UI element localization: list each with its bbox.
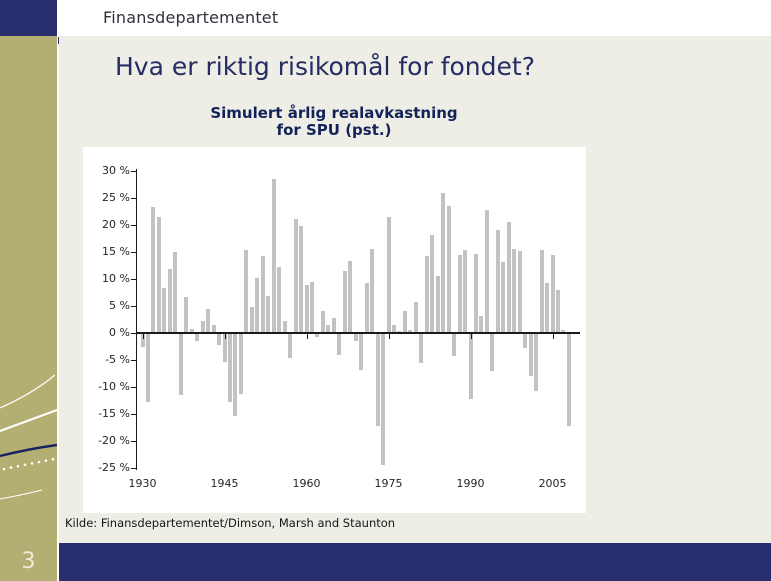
- y-axis-label: -5 %: [105, 353, 130, 366]
- bar: [540, 250, 544, 333]
- bar-chart: [83, 147, 586, 513]
- bar: [425, 256, 429, 333]
- y-axis-label: 15 %: [102, 245, 130, 258]
- bar: [359, 333, 363, 370]
- y-axis-tick: [131, 252, 136, 253]
- y-axis-tick: [131, 306, 136, 307]
- chart-title: [139, 105, 529, 139]
- y-axis-label: 20 %: [102, 218, 130, 231]
- bar: [239, 333, 243, 394]
- bar: [266, 296, 270, 333]
- bar: [376, 333, 380, 426]
- bar: [534, 333, 538, 391]
- bar: [250, 307, 254, 333]
- x-axis-tick: [225, 334, 226, 339]
- bar: [387, 217, 391, 333]
- y-axis-label: 25 %: [102, 191, 130, 204]
- bar: [255, 278, 259, 333]
- y-axis-line: [136, 169, 137, 470]
- x-axis-label: 1975: [374, 477, 403, 490]
- y-axis-tick: [131, 198, 136, 199]
- bar: [430, 235, 434, 333]
- sidebar: [0, 36, 57, 581]
- bar: [343, 271, 347, 333]
- bar: [332, 318, 336, 333]
- y-axis-tick: [131, 279, 136, 280]
- bar: [244, 250, 248, 333]
- y-axis-tick: [131, 171, 136, 172]
- bar: [441, 193, 445, 333]
- y-axis-tick: [131, 225, 136, 226]
- bar: [414, 302, 418, 333]
- bar: [436, 276, 440, 333]
- bar: [157, 217, 161, 333]
- bar: [261, 256, 265, 333]
- bar: [184, 297, 188, 333]
- bar: [507, 222, 511, 333]
- bar: [490, 333, 494, 371]
- slide-title: Hva er riktig risikomål for fondet?: [115, 52, 535, 81]
- department-name: Finansdepartementet: [103, 8, 279, 27]
- bar: [228, 333, 232, 402]
- bar: [452, 333, 456, 356]
- chart-title-line2: for SPU (pst.): [276, 121, 392, 139]
- bar: [556, 290, 560, 333]
- y-axis-label: -25 %: [98, 461, 130, 474]
- bar: [474, 254, 478, 333]
- y-axis-label: 5 %: [109, 299, 130, 312]
- bar: [354, 333, 358, 341]
- x-axis-tick: [143, 334, 144, 339]
- page-number: 3: [0, 543, 57, 581]
- y-axis-label: -20 %: [98, 434, 130, 447]
- y-axis-tick: [131, 360, 136, 361]
- x-axis-label: 1930: [128, 477, 157, 490]
- bar: [206, 309, 210, 333]
- bar: [551, 255, 555, 333]
- y-axis-tick: [131, 333, 136, 334]
- bar: [523, 333, 527, 348]
- x-axis-tick: [389, 334, 390, 339]
- y-axis-tick: [131, 441, 136, 442]
- bar: [545, 283, 549, 333]
- x-axis-label: 1990: [456, 477, 485, 490]
- bar: [168, 269, 172, 333]
- bar: [179, 333, 183, 395]
- bar: [305, 285, 309, 333]
- chart-title-line1: Simulert årlig realavkastning: [210, 104, 458, 122]
- bar: [272, 179, 276, 333]
- y-axis-tick: [131, 414, 136, 415]
- y-axis-label: 30 %: [102, 164, 130, 177]
- bar: [288, 333, 292, 358]
- bar: [518, 251, 522, 333]
- bar: [146, 333, 150, 402]
- bar: [217, 333, 221, 345]
- bar: [173, 252, 177, 333]
- bar: [529, 333, 533, 376]
- bar: [469, 333, 473, 399]
- x-axis-label: 1960: [292, 477, 321, 490]
- bar: [337, 333, 341, 355]
- bar: [496, 230, 500, 333]
- bar: [321, 311, 325, 333]
- y-axis-label: 0 %: [109, 326, 130, 339]
- y-axis-tick: [131, 468, 136, 469]
- logo-square: [0, 0, 57, 36]
- x-axis-label: 2005: [538, 477, 567, 490]
- bar: [233, 333, 237, 416]
- bar: [381, 333, 385, 465]
- y-axis-label: -10 %: [98, 380, 130, 393]
- bar: [447, 206, 451, 333]
- bar: [485, 210, 489, 333]
- bar: [294, 219, 298, 333]
- x-axis-tick: [471, 334, 472, 339]
- x-axis-tick: [553, 334, 554, 339]
- source-note: Kilde: Finansdepartementet/Dimson, Marsh and Staunton: [65, 516, 396, 530]
- y-axis-label: -15 %: [98, 407, 130, 420]
- bar: [365, 283, 369, 333]
- bar: [299, 226, 303, 333]
- x-axis-tick: [307, 334, 308, 339]
- bar: [567, 333, 571, 426]
- bar: [348, 261, 352, 333]
- bar: [458, 255, 462, 333]
- bar: [310, 282, 314, 333]
- header-bar: [57, 0, 771, 36]
- bar: [463, 250, 467, 333]
- y-axis-tick: [131, 387, 136, 388]
- bar: [151, 207, 155, 333]
- bar: [479, 316, 483, 333]
- bar: [501, 262, 505, 333]
- bar: [370, 249, 374, 333]
- decorative-curves: [0, 36, 57, 581]
- bar: [277, 267, 281, 333]
- bar: [195, 333, 199, 341]
- x-axis-line: [137, 332, 580, 334]
- footer-bar: [59, 543, 771, 581]
- y-axis-label: 10 %: [102, 272, 130, 285]
- bar: [419, 333, 423, 363]
- x-axis-label: 1945: [210, 477, 239, 490]
- chart-panel: [83, 147, 586, 513]
- bar: [403, 311, 407, 333]
- bar: [162, 288, 166, 333]
- main-content: [59, 36, 771, 543]
- bar: [512, 249, 516, 333]
